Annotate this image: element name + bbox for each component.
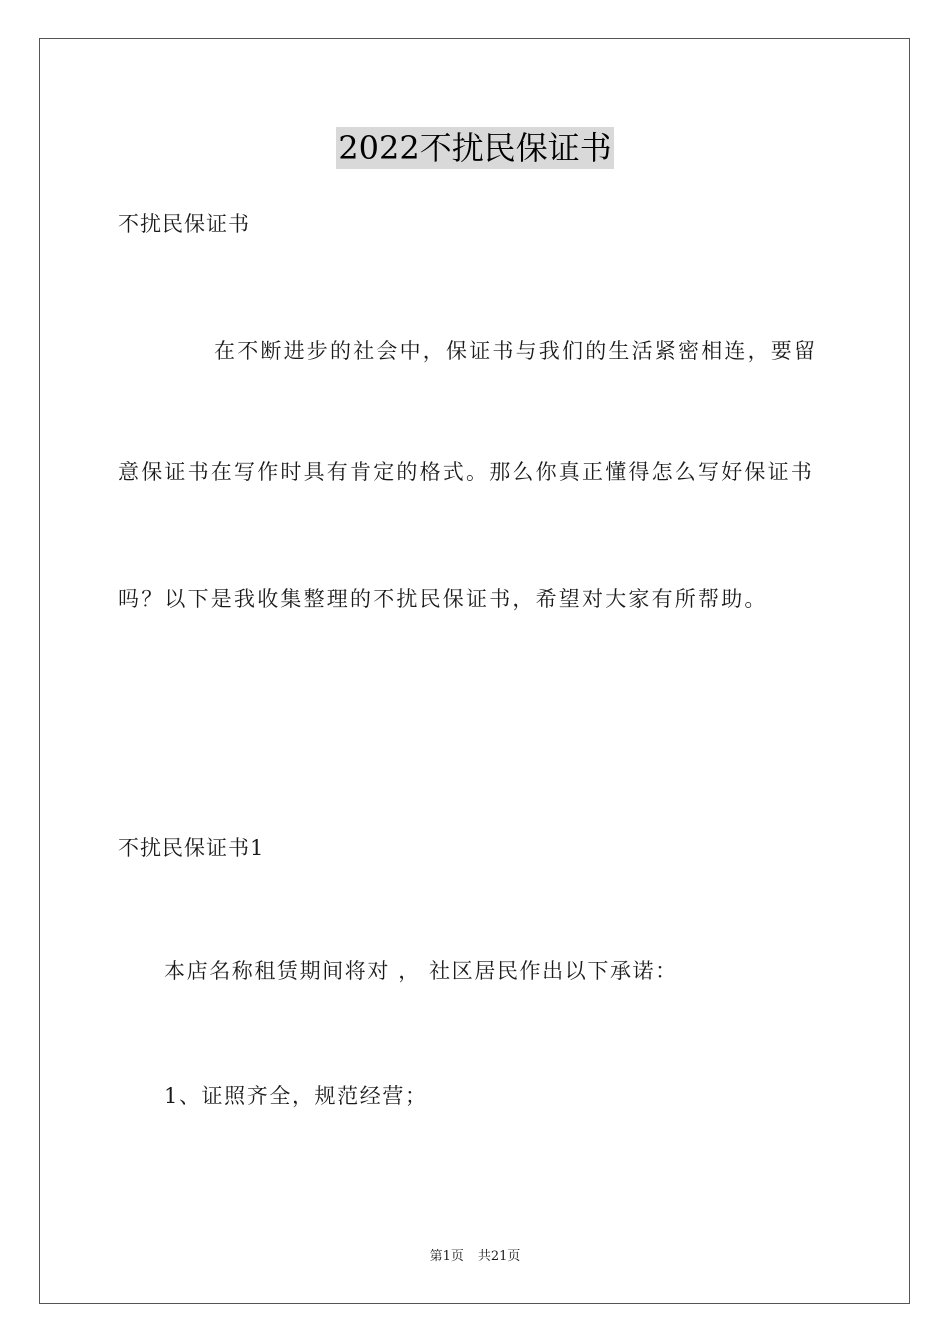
intro-line-1: 在不断进步的社会中，保证书与我们的生活紧密相连，要留 — [214, 339, 818, 363]
intro-line-3: 吗？以下是我收集整理的不扰民保证书，希望对大家有所帮助。 — [118, 587, 768, 611]
page-footer — [0, 1248, 950, 1266]
page-number: 第1页 — [429, 1249, 464, 1264]
document-heading: 不扰民保证书 — [118, 212, 250, 236]
document-title: 2022不扰民保证书 — [338, 129, 612, 167]
section-heading: 不扰民保证书1 — [118, 836, 265, 860]
page-total: 共21页 — [477, 1249, 521, 1264]
intro-line-2: 意保证书在写作时具有肯定的格式。那么你真正懂得怎么写好保证书 — [118, 460, 814, 484]
body-line-1: 本店名称租赁期间将对 ， 社区居民作出以下承诺： — [164, 959, 678, 983]
title-container — [0, 127, 950, 169]
body-line-2: 1、证照齐全，规范经营； — [164, 1084, 428, 1108]
